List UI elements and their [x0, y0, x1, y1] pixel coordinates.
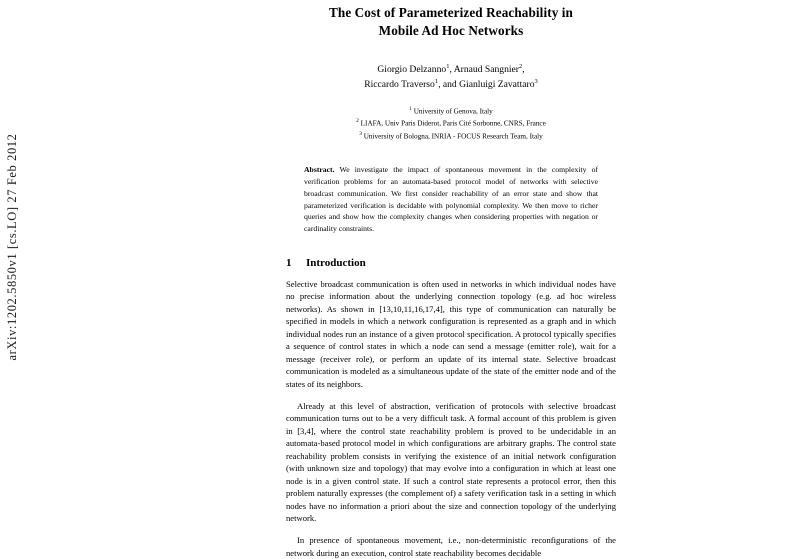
- title-line-2: Mobile Ad Hoc Networks: [378, 22, 524, 38]
- affiliation-item: $^3$ University of Bologna, INRIA - FOCUS Research Team, Italy: [359, 130, 543, 141]
- affiliation-list: [286, 105, 616, 143]
- section-heading: [286, 257, 616, 269]
- arxiv-stamp: [0, 0, 24, 450]
- paragraph: Selective broadcast communication is often used in networks in which individual nodes have no precise information about the underlying connection topology (e.g. ad hoc wireless networks). As shown in [13,10,11,16,17,4], this type of communication can naturally be specified in models in which a network configuration is represented as a graph and in which individual nodes run an instance of a given protocol specification. A protocol typically specifies a sequence of control states in which a node can send a message (emitter role), wait for a message (receiver role), or perform an update of its internal state. Selective broadcast communication is modeled as a simultaneous update of the state of the emitter node and of the states of its neighbors.: [286, 278, 616, 390]
- title-line-1: The Cost of Parameterized Reachability in: [329, 5, 573, 20]
- paragraph: In presence of spontaneous movement, i.e., non-deterministic reconfigurations of the network during an execution, control state reachability becomes decidable: [286, 535, 616, 558]
- abstract-text: We investigate the impact of spontaneous movement in the complexity of verification problems for an automata-based protocol model of networks with selective broadcast communication. We first consider reachability of an error state and show that parameterized verification is decidable with polynomial complexity. We then move to richer queries and show how the complexity changes when considering properties with negation or cardinality constraints.: [304, 165, 598, 233]
- affiliation-item: $^2$ LIAFA, Univ Paris Diderot, Paris Cité Sorbonne, CNRS, France: [356, 118, 546, 128]
- abstract-label: Abstract.: [304, 165, 335, 175]
- section-number: 1: [286, 256, 292, 269]
- author-line-2: Riccardo Traverso$^1$, and Gianluigi Zavattaro$^3$: [364, 78, 538, 91]
- arxiv-stamp-text: arXiv:1202.5850v1 [cs.LO] 27 Feb 2012: [4, 133, 19, 361]
- section-title: Introduction: [306, 256, 366, 269]
- author-list: [286, 62, 616, 93]
- affiliation-item: $^1$ University of Genova, Italy: [409, 105, 493, 116]
- paragraph: Already at this level of abstraction, verification of protocols with selective broadcast communication turns out to be a very difficult task. A formal account of this problem is given in [3,4], where the control state reachability problem is proved to be undecidable in an automata-based protocol model in which configurations are arbitrary graphs. The control state reachability problem consists in verifying the existence of an initial network configuration (with unknown size and topology) that may evolve into a configuration in which at least one node is in a given control state. If such a control state represents a protocol error, then this problem naturally expresses (the complement of) a safety verification task in a setting in which nodes have no information a priori about the size and connection topology of the underlying network.: [286, 400, 616, 524]
- author-line-1: Giorgio Delzanno$^1$, Arnaud Sangnier$^2$,: [377, 62, 525, 75]
- abstract: [304, 164, 598, 234]
- page-title: [286, 4, 616, 40]
- paper-content: [286, 0, 616, 558]
